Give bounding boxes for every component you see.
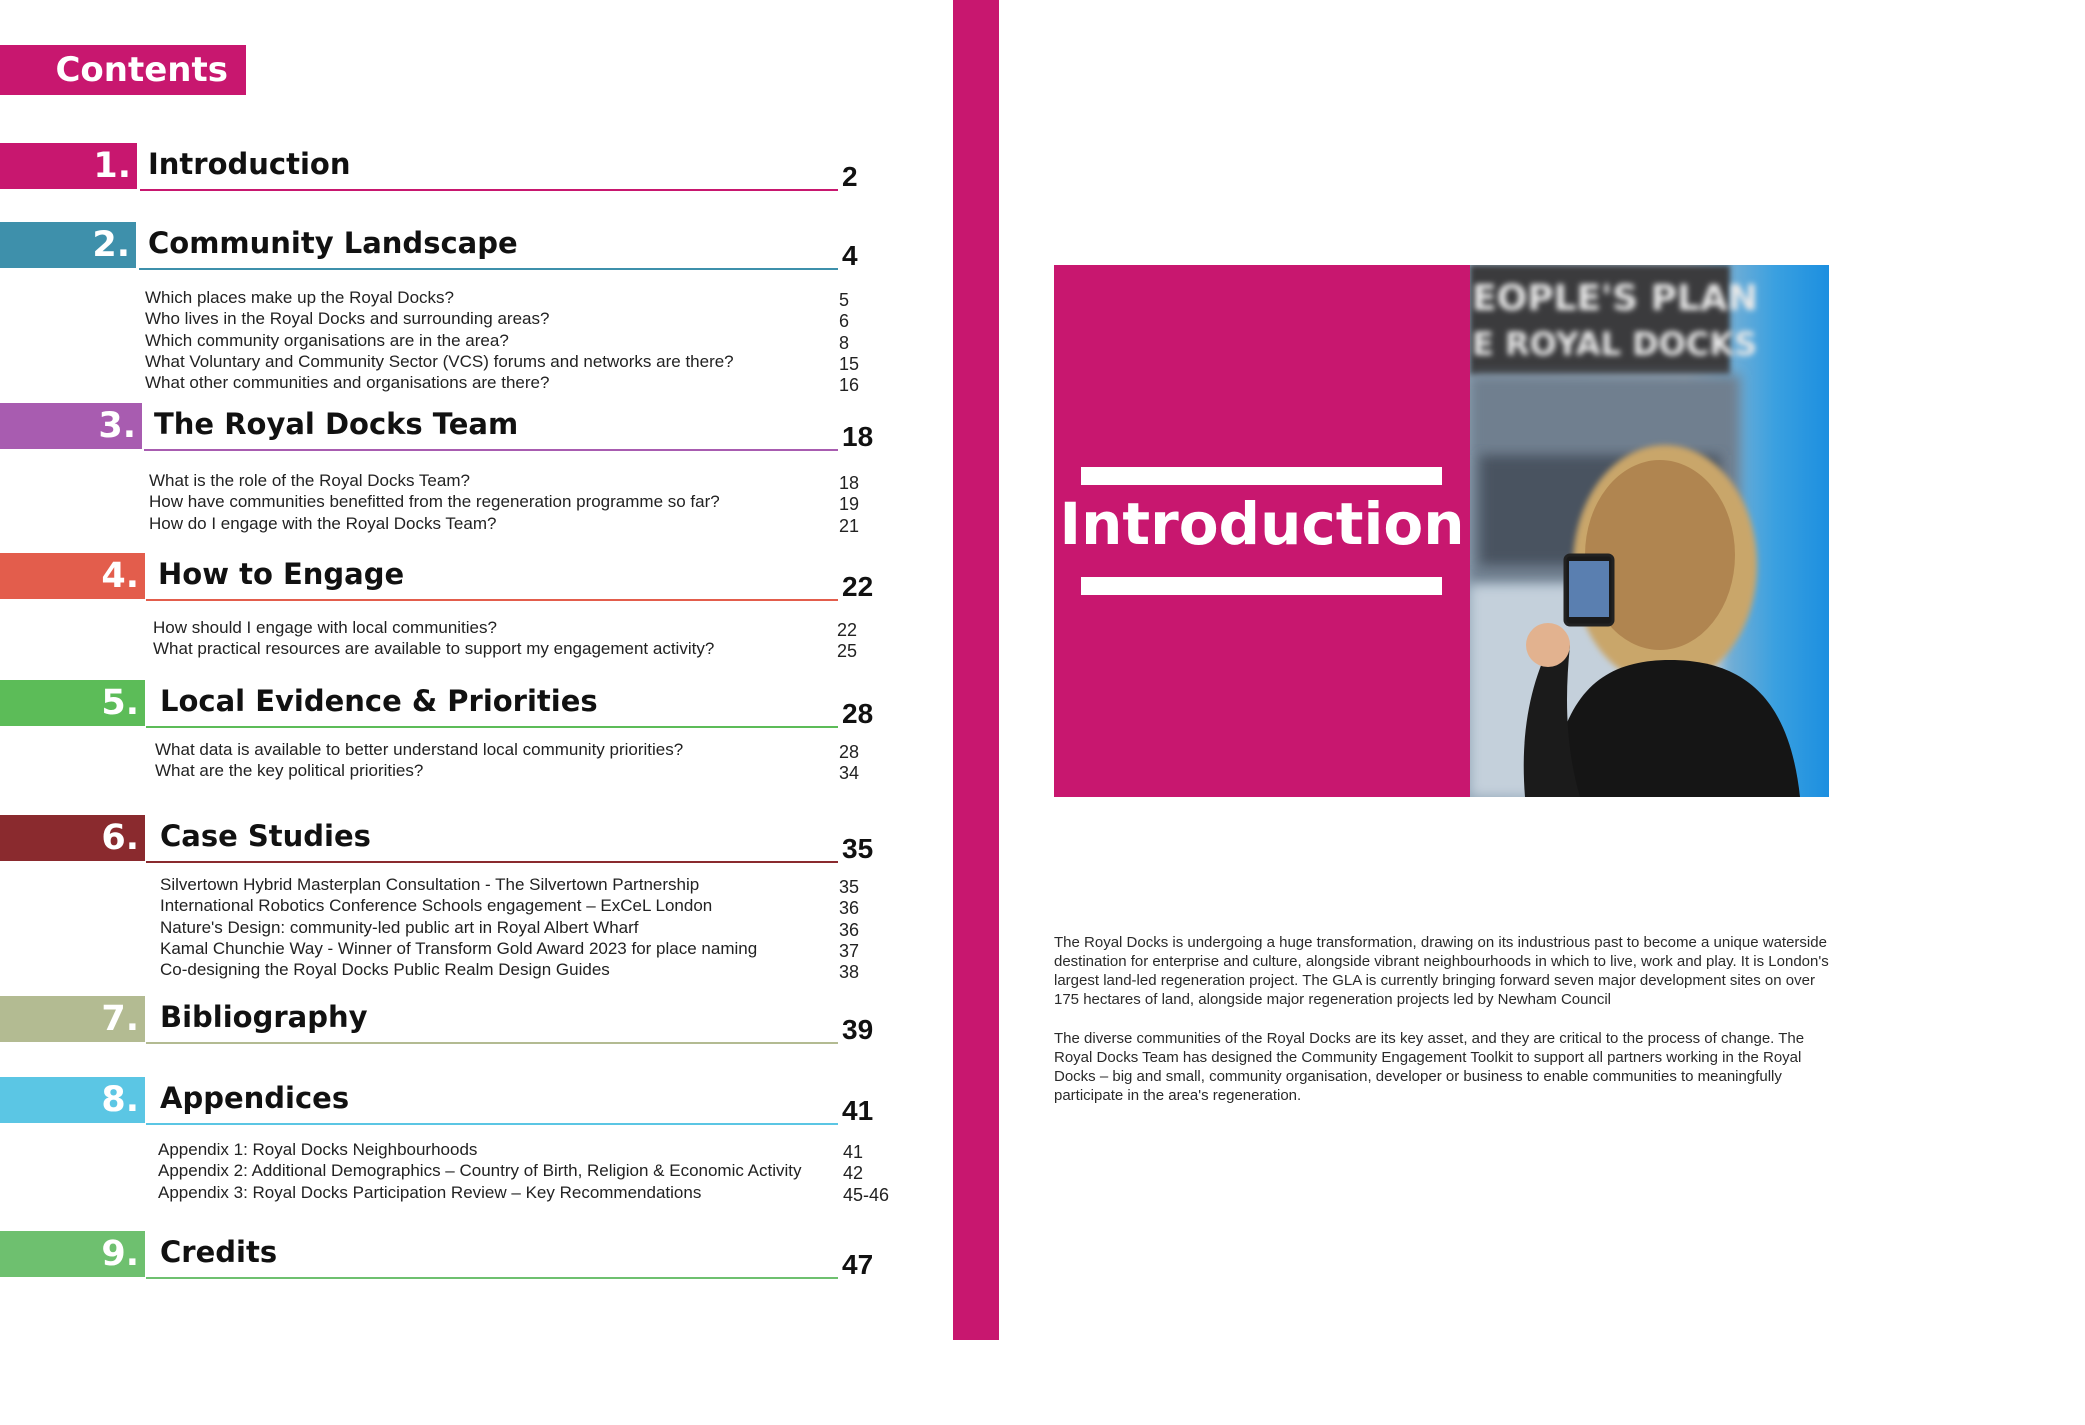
subsection-title[interactable]: Nature's Design: community-led public art in Royal Albert Wharf	[160, 917, 639, 937]
section-title[interactable]: Introduction	[148, 147, 351, 181]
section-title[interactable]: How to Engage	[158, 557, 405, 591]
section-number: 3.	[0, 403, 142, 449]
section-rule	[146, 1123, 838, 1125]
subsection-page-number: 34	[839, 763, 860, 784]
section-rule	[139, 268, 838, 270]
section-number: 1.	[0, 143, 137, 189]
subsection-page-number: 8	[839, 332, 850, 353]
photo-sign-line-2: E ROYAL DOCKS	[1472, 325, 1758, 363]
subsection-title[interactable]: What practical resources are available to support my engagement activity?	[153, 639, 715, 659]
section-number: 4.	[0, 553, 145, 599]
intro-rule-top	[1081, 467, 1442, 485]
section-page-number: 47	[842, 1249, 874, 1280]
subsection-title[interactable]: Silvertown Hybrid Masterplan Consultation - The Silvertown Partnership	[160, 875, 700, 894]
section-page-number: 18	[842, 421, 874, 452]
section-number: 6.	[0, 815, 145, 861]
subsection-page-number: 37	[839, 940, 860, 961]
section-number: 9.	[0, 1231, 145, 1277]
subsection-page-number: 36	[839, 919, 860, 940]
contents-label: Contents	[0, 45, 246, 95]
section-title[interactable]: Local Evidence & Priorities	[160, 684, 598, 718]
subsection-title[interactable]: What other communities and organisations are there?	[145, 373, 550, 393]
intro-paragraph-1: The Royal Docks is undergoing a huge transformation, drawing on its industrious past to become a unique waterside destination for enterprise and culture, alongside vibrant neighbourhoods in which to live, work and play. It is London's largest land-led regeneration project. The GLA is currently bringing forward seven major development sites on over 175 hectares of land, alongside major regeneration projects led by Newham Council	[1054, 934, 1829, 1008]
section-rule	[146, 599, 838, 601]
section-page-number: 2	[842, 161, 858, 192]
section-number: 8.	[0, 1077, 145, 1123]
section-page-number: 22	[842, 571, 874, 602]
section-page-number: 35	[842, 833, 874, 864]
subsection-title[interactable]: Appendix 2: Additional Demographics – Country of Birth, Religion & Economic Activity	[158, 1161, 802, 1181]
section-rule	[140, 189, 838, 191]
photo-sign-line-1: EOPLE'S PLAN	[1472, 278, 1758, 319]
subsection-page-number: 16	[839, 375, 860, 396]
subsection-title[interactable]: Which places make up the Royal Docks?	[145, 288, 454, 307]
section-rule	[146, 1277, 838, 1279]
section-rule	[146, 861, 838, 863]
intro-panel	[1054, 265, 1470, 797]
subsection-title[interactable]: Co-designing the Royal Docks Public Realm Design Guides	[160, 960, 610, 980]
section-rule	[146, 726, 838, 728]
section-rule	[144, 449, 838, 451]
intro-paragraph-2: The diverse communities of the Royal Docks are its key asset, and they are critical to the process of change. The Royal Docks Team has designed the Community Engagement Toolkit to support all partners working in the Royal Docks – big and small, community organisation, developer or business to enable communities to meaningfully participate in the area's regeneration.	[1054, 1030, 1805, 1104]
subsection-page-number: 15	[839, 353, 860, 374]
section-page-number: 28	[842, 698, 874, 729]
subsection-title[interactable]: Who lives in the Royal Docks and surrounding areas?	[145, 309, 550, 329]
section-title[interactable]: Bibliography	[160, 1000, 368, 1034]
section-number: 7.	[0, 996, 145, 1042]
subsection-title[interactable]: Kamal Chunchie Way - Winner of Transform Gold Award 2023 for place naming	[160, 938, 758, 958]
subsection-page-number: 41	[843, 1142, 864, 1162]
section-rule	[146, 1042, 838, 1044]
subsection-page-number: 25	[837, 641, 858, 662]
section-title[interactable]: Credits	[160, 1235, 278, 1269]
subsection-title[interactable]: International Robotics Conference Schools engagement – ExCeL London	[160, 896, 713, 916]
section-number: 2.	[0, 222, 136, 268]
subsection-page-number: 19	[839, 494, 860, 515]
subsection-page-number: 18	[839, 473, 860, 493]
section-page-number: 4	[842, 240, 858, 271]
subsection-page-number: 6	[839, 311, 850, 332]
section-number: 5.	[0, 680, 145, 726]
subsection-page-number: 28	[839, 742, 860, 762]
section-page-number: 39	[842, 1014, 874, 1045]
subsection-page-number: 5	[839, 290, 850, 310]
intro-photo	[1470, 265, 1829, 797]
intro-rule-bottom	[1081, 577, 1442, 595]
subsection-title[interactable]: What is the role of the Royal Docks Team?	[149, 471, 470, 490]
subsection-page-number: 38	[839, 962, 860, 983]
subsection-title[interactable]: How have communities benefitted from the regeneration programme so far?	[149, 492, 720, 512]
subsection-title[interactable]: What Voluntary and Community Sector (VCS) forums and networks are there?	[145, 351, 734, 371]
section-title[interactable]: Case Studies	[160, 819, 371, 853]
section-page-number: 41	[842, 1095, 874, 1126]
subsection-page-number: 45-46	[843, 1184, 890, 1205]
subsection-page-number: 35	[839, 877, 860, 897]
section-title[interactable]: Community Landscape	[148, 226, 518, 260]
subsection-title[interactable]: How do I engage with the Royal Docks Team?	[149, 513, 497, 533]
intro-card	[1054, 265, 1829, 797]
subsection-page-number: 36	[839, 898, 860, 919]
subsection-title[interactable]: Which community organisations are in the area?	[145, 330, 509, 350]
section-title[interactable]: The Royal Docks Team	[154, 407, 519, 441]
subsection-title[interactable]: Appendix 3: Royal Docks Participation Review – Key Recommendations	[158, 1182, 702, 1202]
section-title[interactable]: Appendices	[160, 1081, 350, 1115]
subsection-title[interactable]: What are the key political priorities?	[155, 761, 424, 781]
subsection-title[interactable]: What data is available to better understand local community priorities?	[155, 740, 684, 759]
intro-heading: Introduction	[1059, 490, 1465, 558]
subsection-page-number: 21	[839, 515, 860, 536]
subsection-page-number: 22	[837, 620, 858, 640]
subsection-page-number: 42	[843, 1163, 864, 1184]
subsection-title[interactable]: Appendix 1: Royal Docks Neighbourhoods	[158, 1140, 478, 1159]
page-divider	[953, 0, 999, 1340]
subsection-title[interactable]: How should I engage with local communities?	[153, 618, 497, 637]
